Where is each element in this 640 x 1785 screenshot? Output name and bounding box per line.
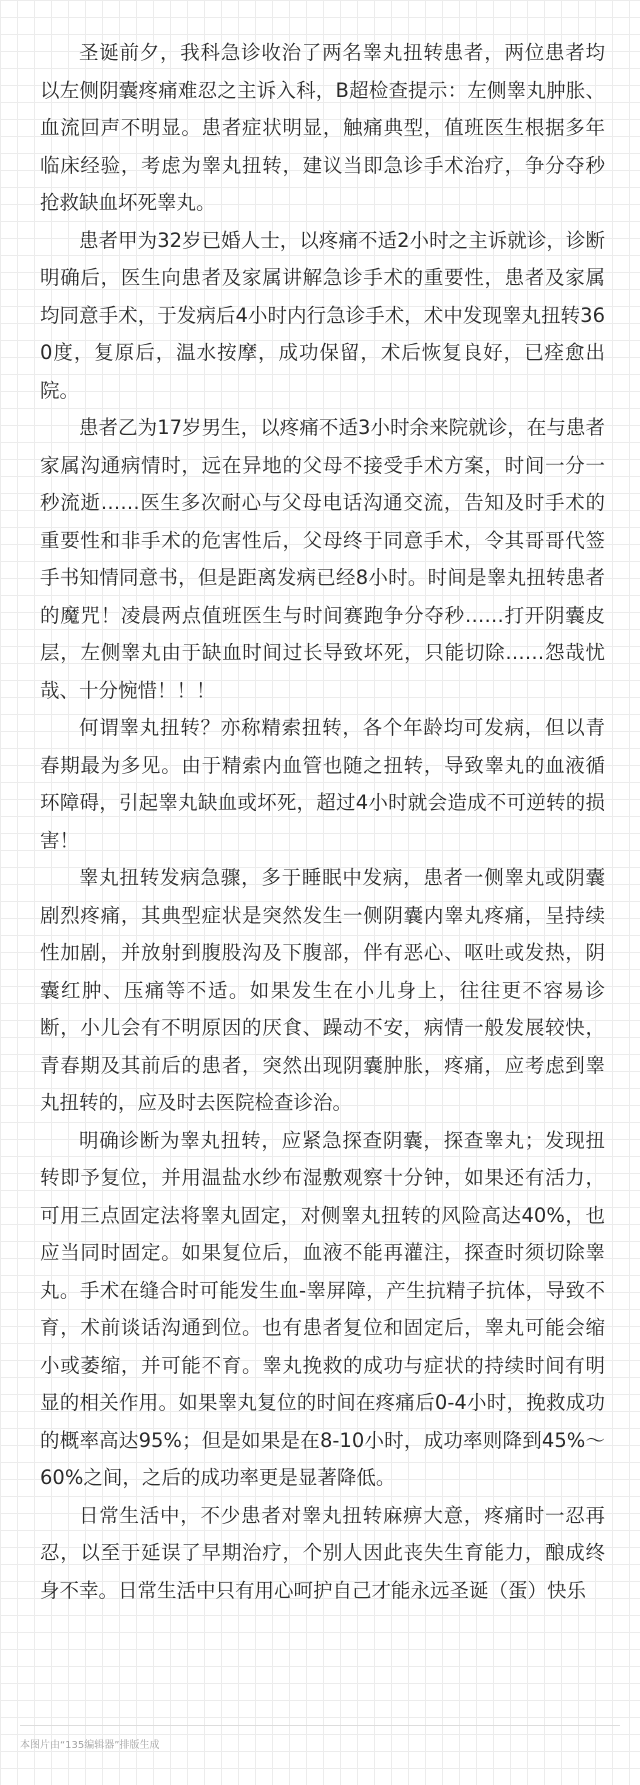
article-body bbox=[40, 34, 605, 1609]
paragraph-intro: 圣诞前夕，我科急诊收治了两名睾丸扭转患者，两位患者均以左侧阴囊疼痛难忍之主诉入科，B超检查提示：左侧睾丸肿胀、血流回声不明显。患者症状明显，触痛典型，值班医生根据多年临床经验，考虑为睾丸扭转，建议当即急诊手术治疗，争分夺秒抢救缺血坏死睾丸。 bbox=[40, 41, 605, 214]
paragraph-patient-b: 患者乙为17岁男生，以疼痛不适3小时余来院就诊，在与患者家属沟通病情时，远在异地的父母不接受手术方案，时间一分一秒流逝……医生多次耐心与父母电话沟通交流，告知及时手术的重要性和非手术的危害性后，父母终于同意手术，令其哥哥代签手书知情同意书，但是距离发病已经8小时。时间是睾丸扭转患者的魔咒！凌晨两点值班医生与时间赛跑争分夺秒……打开阴囊皮层，左侧睾丸由于缺血时间过长导致坏死，只能切除……怨哉忧哉、十分惋惜！！！ bbox=[40, 416, 605, 702]
paragraph-conclusion: 日常生活中，不少患者对睾丸扭转麻痹大意，疼痛时一忍再忍，以至于延误了早期治疗，个别人因此丧失生育能力，酿成终身不幸。日常生活中只有用心呵护自己才能永远圣诞（蛋）快乐 bbox=[40, 1503, 605, 1602]
paragraph-patient-a: 患者甲为32岁已婚人士，以疼痛不适2小时之主诉就诊，诊断明确后，医生向患者及家属讲解急诊手术的重要性，患者及家属均同意手术，于发病后4小时内行急诊手术，术中发现睾丸扭转360度，复原后，温水按摩，成功保留，术后恢复良好，已痊愈出院。 bbox=[40, 228, 605, 402]
paragraph-symptoms: 睾丸扭转发病急骤，多于睡眠中发病，患者一侧睾丸或阴囊剧烈疼痛，其典型症状是突然发生一侧阴囊内睾丸疼痛，呈持续性加剧，并放射到腹股沟及下腹部，伴有恶心、呕吐或发热，阴囊红肿、压痛等不适。如果发生在小儿身上，往往更不容易诊断，小儿会有不明原因的厌食、躁动不安，病情一般发展较快，青春期及其前后的患者，突然出现阴囊肿胀，疼痛，应考虑到睾丸扭转的，应及时去医院检查诊治。 bbox=[40, 866, 605, 1114]
paragraph-definition: 何谓睾丸扭转？亦称精索扭转，各个年龄均可发病，但以青春期最为多见。由于精索内血管也随之扭转，导致睾丸的血液循环障碍，引起睾丸缺血或坏死，超过4小时就会造成不可逆转的损害！ bbox=[40, 716, 605, 852]
editor-credit: 本图片由“135编辑器”排版生成 bbox=[20, 1740, 160, 1751]
footer-divider bbox=[20, 1725, 620, 1726]
paragraph-treatment: 明确诊断为睾丸扭转，应紧急探查阴囊，探查睾丸；发现扭转即予复位，并用温盐水纱布湿敷观察十分钟，如果还有活力，可用三点固定法将睾丸固定，对侧睾丸扭转的风险高达40%，也应当同时固定。如果复位后，血液不能再灌注，探查时须切除睾丸。手术在缝合时可能发生血-睾屏障，产生抗精子抗体，导致不育，术前谈话沟通到位。也有患者复位和固定后，睾丸可能会缩小或萎缩，并可能不育。睾丸挽救的成功与症状的持续时间有明显的相关作用。如果睾丸复位的时间在疼痛后0-4小时，挽救成功的概率高达95%；但是如果是在8-10小时，成功率则降到45%～60%之间，之后的成功率更是显著降低。 bbox=[40, 1128, 605, 1489]
